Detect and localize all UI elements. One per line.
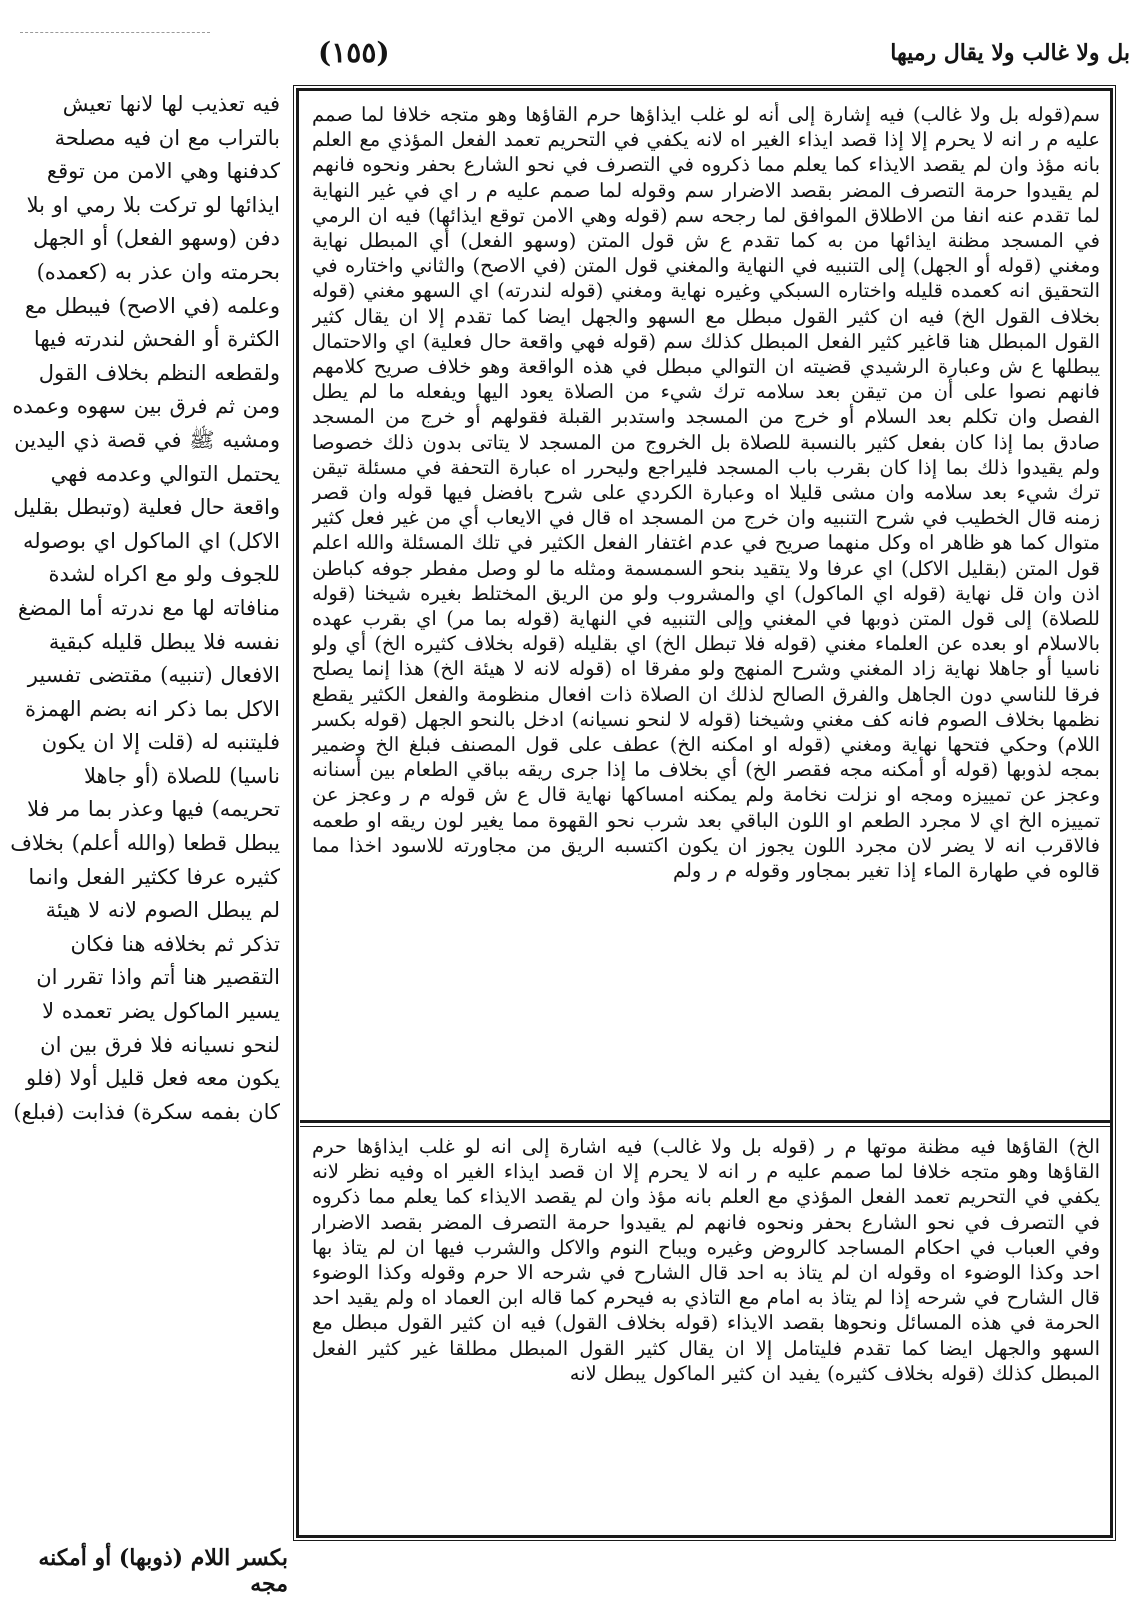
header-catchword: بل ولا غالب ولا يقال رميها: [890, 40, 1130, 66]
page-number: (١٥٥): [318, 36, 390, 69]
section-divider: [300, 1120, 1110, 1123]
margin-matn-text: فيه تعذيب لها لانها تعيش بالتراب مع ان فيه مصلحة كدفنها وهي الامن من توقع ايذائها لو تركت بلا رمي او بلا دفن (وسهو الفعل) أو الجهل بحرمته وان عذر به (كعمده) وعلمه (في الاصح) فيبطل مع الكثرة أو الفحش لندرته فيها ولقطعه النظم بخلاف القول ومن ثم فرق بين سهوه وعمده ومشيه ﷺ في قصة ذي اليدين يحتمل التوالي وعدمه فهي واقعة حال فعلية (وتبطل بقليل الاكل) اي الماكول اي بوصوله للجوف ولو مع اكراه لشدة منافاته لها مع ندرته أما المضغ نفسه فلا يبطل قليله كبقية الافعال (تنبيه) مقتضى تفسير الاكل بما ذكر انه بضم الهمزة فليتنبه له (قلت إلا ان يكون ناسيا) للصلاة (أو جاهلا تحريمه) فيها وعذر بما مر فلا يبطل قطعا (والله أعلم) بخلاف كثيره عرفا ككثير الفعل وانما لم يبطل الصوم لانه لا هيئة تذكر ثم بخلافه هنا فكان التقصير هنا أتم واذا تقرر ان يسير الماكول يضر تعمده لا لنحو نسيانه فلا فرق بين ان يكون معه فعل قليل أولا (فلو كان بفمه سكرة) فذابت (فبلع): [10, 92, 280, 1124]
lower-commentary-text: الخ) القاؤها فيه مظنة موتها م ر (قوله بل ولا غالب) فيه اشارة إلى انه لو غلب ايذاؤها حرم القاؤها وهو متجه خلافا لما صمم عليه م ر انه لا يحرم إلا ان قصد ايذاء الغير اه وفيه نظر لانه يكفي في التحريم تعمد الفعل المؤذي مع العلم بانه مؤذ وان لم يقصد الايذاء كما يعلم مما ذكروه في التصرف في نحو الشارع بحفر ونحوه فانهم لم يقيدوا حرمة التصرف المضر بقصد الاضرار وفي العباب في احكام المساجد كالروض وغيره ويباح النوم والاكل والشرب فيها ان لم يتاذ بها احد وكذا الوضوء اه وقوله ان لم يتاذ به احد قال الشارح في شرحه الا حرم وقوله وكذا الوضوء قال الشارح في شرحه إذا لم يتاذ به امام مع التاذي به فيحرم كما قاله ابن العماد اه ولم يقيد احد الحرمة في هذه المسائل ونحوها بقصد الايذاء (قوله بخلاف القول) فيه ان كثير القول مبطل مع السهو والجهل ايضا كما تقدم فليتامل إلا ان يقال كثير القول المبطل مطلقا غير كثير الفعل المبطل كذلك (قوله بخلاف كثيره) يفيد ان كثير الماكول يبطل لانه: [312, 1135, 1100, 1385]
header-rule: [20, 32, 210, 33]
section-divider-thin: [300, 1126, 1110, 1127]
footer-catchword: بكسر اللام (ذوبها) أو أمكنه مجه: [38, 1545, 288, 1597]
main-commentary-text: سم(قوله بل ولا غالب) فيه إشارة إلى أنه لو غلب ايذاؤها حرم القاؤها وهو متجه خلافا لما صمم عليه م ر انه لا يحرم إلا إذا قصد ايذاء الغير اه لانه يكفي في التحريم تعمد الفعل المؤذي مع العلم بانه مؤذ وان لم يقصد الايذاء كما يعلم مما ذكروه في التصرف في نحو الشارع بحفر ونحوه فانهم لم يقيدوا حرمة التصرف المضر بقصد الاضرار سم وقوله لما صمم عليه م ر اي في غير النهاية لما تقدم عنه انفا من الاطلاق الموافق لما رجحه سم (قوله وهي الامن توقع ايذائها) فيه ان الرمي في المسجد مظنة ايذائها من به كما تقدم ع ش قول المتن (وسهو الفعل) أي المبطل نهاية ومغني (قوله أو الجهل) إلى التنبيه في النهاية والمغني قول المتن (في الاصح) والثاني واختاره في التحقيق انه كعمده قليله واختاره السبكي وغيره نهاية ومغني (قوله لندرته) اي السهو مغني (قوله بخلاف القول الخ) فيه ان كثير القول مبطل مع السهو والجهل ايضا كما تقدم إلا ان يقال كثير القول المبطل هنا قاغير كثير الفعل المبطل كذلك سم (قوله فهي واقعة حال فعلية) اي والاحتمال يبطلها ع ش وعبارة الرشيدي قضيته ان التوالي مبطل في هذه الواقعة وهو خلاف صريح كلامهم فانهم نصوا على أن من تيقن بعد سلامه ترك شيء من الصلاة يعود اليها ويفعله ما لم يطل الفصل وان تكلم بعد السلام أو خرج من المسجد واستدبر القبلة فقولهم أو خرج من المسجد صادق بما إذا كان بفعل كثير بالنسبة للصلاة بل الخروج من المسجد لا يتاتى بدون ذلك خصوصا ولم يقيدوا ذلك بما إذا كان بقرب باب المسجد فليراجع وليحرر اه عبارة التحفة في مسئلة تيقن ترك شيء بعد سلامه وان مشى قليلا اه وعبارة الكردي على شرح بافضل فيها قوله وان قصر زمنه قال الخطيب في شرح التنبيه وان خرج من المسجد اه قال في الايعاب أي من غير فعل كثير متوال كما هو ظاهر اه وكل منهما صريح في عدم اغتفار الفعل الكثير في تلك المسئلة والله اعلم قول المتن (بقليل الاكل) اي عرفا ولا يتقيد بنحو السمسمة ومثله ما لو وصل مفطر جوفه كباطن اذن وان قل نهاية (قوله اي الماكول) اي والمشروب ولو من الريق المختلط بغيره شيخنا (قوله للصلاة) إلى قول المتن ذوبها في المغني وإلى التنبيه في النهاية (قوله بما مر) اي بقرب عهده بالاسلام او بعده عن العلماء مغني (قوله فلا تبطل الخ) اي بقليله (قوله بخلاف كثيره الخ) أي ولو ناسيا أو جاهلا نهاية زاد المغني وشرح المنهج ولو مفرقا اه (قوله لانه لا هيئة الخ) هذا إنما يصلح فرقا للناسي دون الجاهل والفرق الصالح لذلك ان الصلاة ذات افعال منظومة والفعل الكثير يقطع نظمها بخلاف الصوم فانه كف مغني وشيخنا (قوله لا لنحو نسيانه) ادخل بالنحو الجهل (قوله بكسر اللام) وحكي فتحها نهاية ومغني (قوله او امكنه الخ) عطف على قول المصنف فبلغ الخ وضمير بمجه لذوبها (قوله أو أمكنه مجه فقصر الخ) أي بخلاف ما إذا جرى ريقه بباقي الطعام بين أسنانه وعجز عن تمييزه ومجه او نزلت نخامة ولم يمكنه امساكها نهاية قال ع ش قوله م ر وعجز عن تمييزه الخ اي لا مجرد الطعم او اللون الباقي بعد شرب نحو القهوة مما يغير لون ريقه او طعمه فالاقرب انه لا يضر لان مجرد اللون يجوز ان يكون اكتسبه الريق من مجاورته للاسود اخذا مما قالوه في طهارة الماء إذا تغير بمجاور وقوله م ر ولم: [312, 103, 1100, 883]
